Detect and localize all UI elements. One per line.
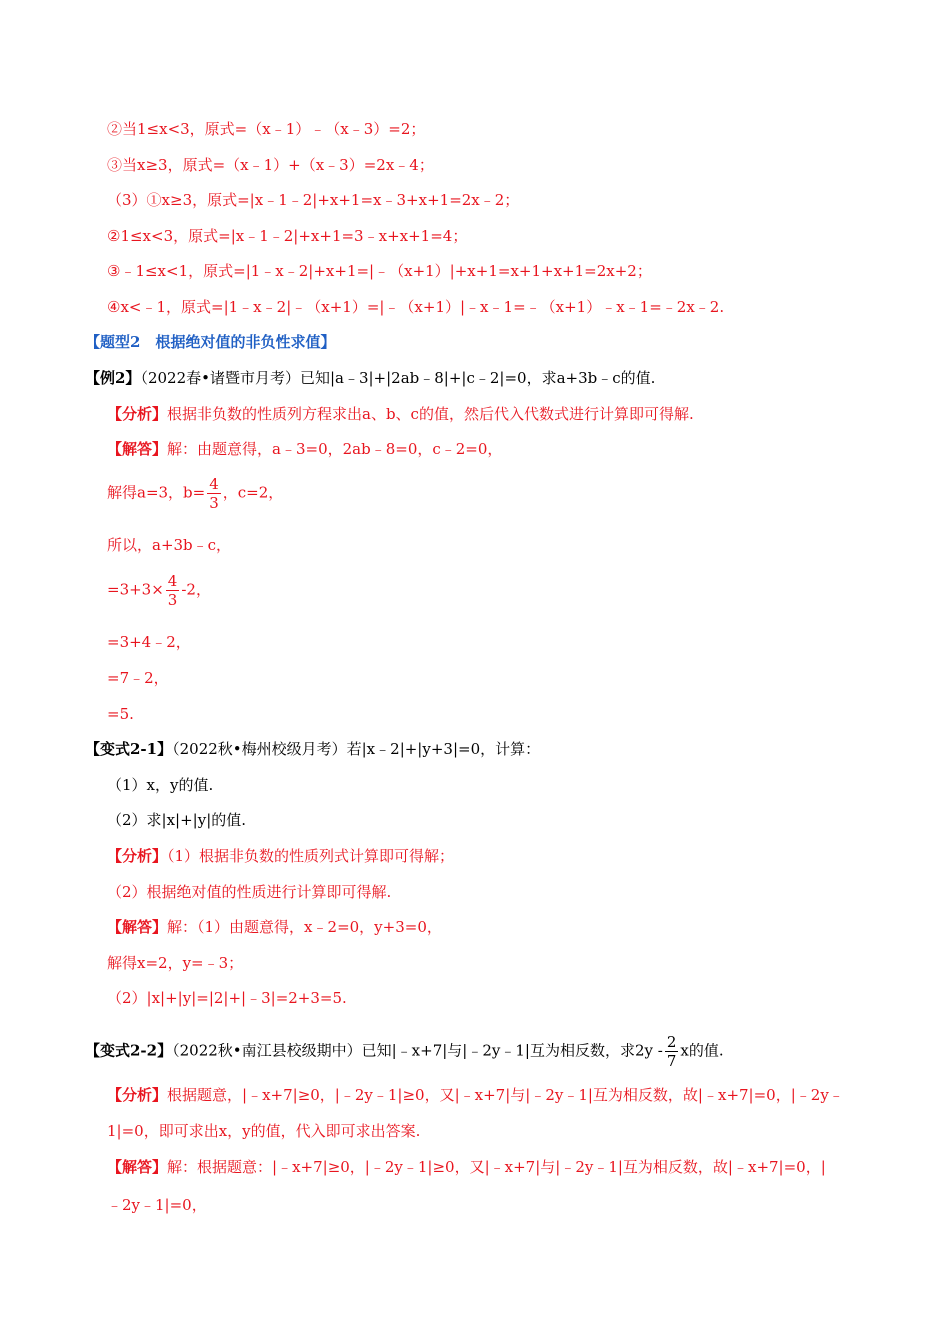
solution-line: ③﹣1≤x<1，原式=|1﹣x﹣2|+x+1=|﹣（x+1）|+x+1=x+1+x+1=2x+2； — [107, 262, 652, 280]
fraction-numerator: 4 — [209, 475, 219, 493]
answer-step: 解得x=2，y=﹣3； — [107, 954, 244, 972]
answer-step: =5. — [107, 705, 134, 723]
step-suffix: -2， — [181, 580, 211, 599]
fraction — [207, 475, 221, 512]
solution-line: ②当1≤x<3，原式=（x﹣1）﹣（x﹣3）=2； — [107, 120, 426, 138]
analysis-text: （1）根据非负数的性质列式计算即可得解； — [167, 847, 455, 865]
answer — [107, 917, 442, 937]
answer-step-solve — [107, 475, 283, 512]
analysis-line: （2）根据绝对值的性质进行计算即可得解. — [107, 883, 392, 901]
analysis-tag: 【分析】 — [107, 847, 168, 865]
answer-step: =7﹣2， — [107, 669, 169, 687]
answer-step: 所以，a+3b﹣c， — [107, 536, 232, 554]
step-suffix: ，c=2， — [222, 483, 284, 502]
analysis-text: 根据非负数的性质列方程求出a、b、c的值，然后代入代数式进行计算即可得解. — [167, 405, 694, 423]
question-text-end: x的值. — [680, 1041, 724, 1060]
question-text: （2022秋•梅州校级月考）若|x﹣2|+|y+3|=0，计算： — [172, 740, 541, 758]
sub-question: （2）求|x|+|y|的值. — [107, 811, 247, 829]
answer-text: 解：由题意得，a﹣3=0，2ab﹣8=0，c﹣2=0， — [167, 440, 503, 458]
step-prefix: =3+3× — [107, 580, 164, 599]
question-text: （2022秋•南江县校级期中）已知|﹣x+7|与|﹣2y﹣1|互为相反数，求2y - — [172, 1041, 663, 1060]
analysis — [107, 404, 694, 424]
solution-line: ④x<﹣1，原式=|1﹣x﹣2|﹣（x+1）=|﹣（x+1）|﹣x﹣1=﹣（x+1）﹣x﹣1=﹣2x﹣2. — [107, 298, 725, 316]
variant-2-2-question — [85, 1033, 724, 1070]
solution-line: ②1≤x<3，原式=|x﹣1﹣2|+x+1=3﹣x+x+1=4； — [107, 227, 468, 245]
variant-tag: 【变式2-1】 — [85, 740, 173, 758]
analysis — [107, 1085, 844, 1105]
solution-line: （3）①x≥3，原式=|x﹣1﹣2|+x+1=x﹣3+x+1=2x﹣2； — [107, 191, 520, 209]
fraction — [665, 1033, 679, 1070]
answer-tag: 【解答】 — [107, 918, 168, 936]
variant-2-1-question — [85, 739, 540, 759]
answer — [107, 439, 502, 459]
example-tag: 【例2】 — [85, 369, 141, 387]
fraction-denominator: 7 — [666, 1052, 677, 1070]
answer-step-substitute — [107, 572, 211, 609]
analysis-tag: 【分析】 — [107, 405, 168, 423]
solution-line: ③当x≥3，原式=（x﹣1）+（x﹣3）=2x﹣4； — [107, 156, 434, 174]
analysis-tag: 【分析】 — [107, 1086, 168, 1104]
question-text: （2022春•诸暨市月考）已知|a﹣3|+|2ab﹣8|+|c﹣2|=0，求a+3b﹣c的值. — [140, 369, 656, 387]
step-prefix: 解得a=3，b= — [107, 483, 206, 502]
analysis-line: 1|=0，即可求出x，y的值，代入即可求出答案. — [107, 1122, 421, 1140]
fraction-numerator: 4 — [167, 572, 178, 590]
answer — [107, 1157, 826, 1177]
answer-text: 解：根据题意：|﹣x+7|≥0，|﹣2y﹣1|≥0，又|﹣x+7|与|﹣2y﹣1|互为相反数，故|﹣x+7|=0，| — [167, 1158, 826, 1176]
answer-tag: 【解答】 — [107, 440, 168, 458]
section-title: 【题型2 根据绝对值的非负性求值】 — [85, 333, 336, 351]
analysis — [107, 846, 454, 866]
answer-step: =3+4﹣2， — [107, 633, 191, 651]
fraction-denominator: 3 — [209, 494, 219, 512]
answer-step: ﹣2y﹣1|=0， — [107, 1196, 207, 1214]
analysis-text: 根据题意，|﹣x+7|≥0，|﹣2y﹣1|≥0，又|﹣x+7|与|﹣2y﹣1|互为相反数，故|﹣x+7|=0，|﹣2y﹣ — [167, 1086, 844, 1104]
answer-text: 解：（1）由题意得，x﹣2=0，y+3=0， — [167, 918, 442, 936]
example-2-question — [85, 368, 655, 388]
answer-step: （2）|x|+|y|=|2|+|﹣3|=2+3=5. — [107, 989, 347, 1007]
sub-question: （1）x，y的值. — [107, 776, 214, 794]
answer-tag: 【解答】 — [107, 1158, 168, 1176]
fraction — [166, 572, 180, 609]
variant-tag: 【变式2-2】 — [85, 1041, 173, 1060]
fraction-numerator: 2 — [666, 1033, 677, 1051]
fraction-denominator: 3 — [167, 591, 178, 609]
